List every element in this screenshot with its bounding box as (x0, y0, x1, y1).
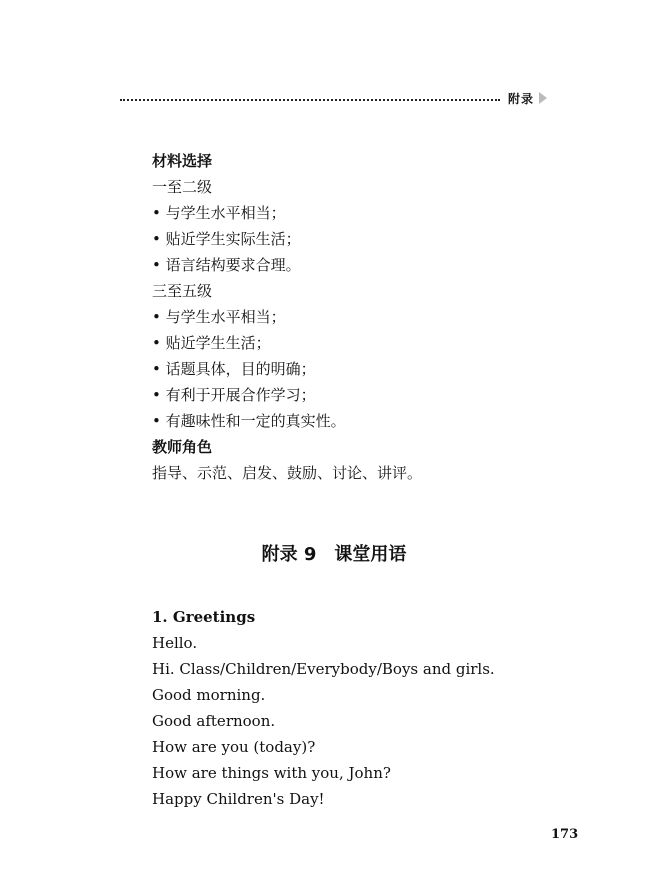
triangle-arrow-icon (539, 92, 547, 104)
list-item: • 贴近学生实际生活； (152, 230, 301, 248)
list-item: • 话题具体，目的明确； (152, 360, 316, 378)
page-number: 173 (551, 827, 579, 842)
materials-title: 材料选择 (152, 152, 213, 170)
list-item: • 有利于开展合作学习； (152, 386, 316, 404)
list-item: • 与学生水平相当； (152, 308, 286, 326)
list-item: • 与学生水平相当； (152, 204, 286, 222)
greeting-line: Hi. Class/Children/Everybody/Boys and girls. (152, 660, 495, 678)
greeting-line: Hello. (152, 634, 198, 652)
list-item: • 有趣味性和一定的真实性。 (152, 412, 346, 430)
greeting-line: Good afternoon. (152, 712, 276, 730)
level-a-label: 一至二级 (152, 178, 213, 196)
running-header-label: 附录 (508, 92, 535, 106)
appendix-heading: 附录 9 课堂用语 (261, 544, 407, 565)
header-dotted-rule (120, 99, 500, 101)
greeting-line: How are things with you, John? (152, 764, 391, 782)
greeting-line: Good morning. (152, 686, 266, 704)
teacher-role-title: 教师角色 (152, 438, 213, 456)
greeting-line: Happy Children's Day! (152, 790, 325, 808)
greetings-title: 1. Greetings (152, 608, 256, 626)
level-b-label: 三至五级 (152, 282, 213, 300)
greeting-line: How are you (today)? (152, 738, 316, 756)
list-item: • 贴近学生生活； (152, 334, 271, 352)
teacher-role-text: 指导、示范、启发、鼓励、讨论、讲评。 (152, 464, 423, 482)
list-item: • 语言结构要求合理。 (152, 256, 301, 274)
